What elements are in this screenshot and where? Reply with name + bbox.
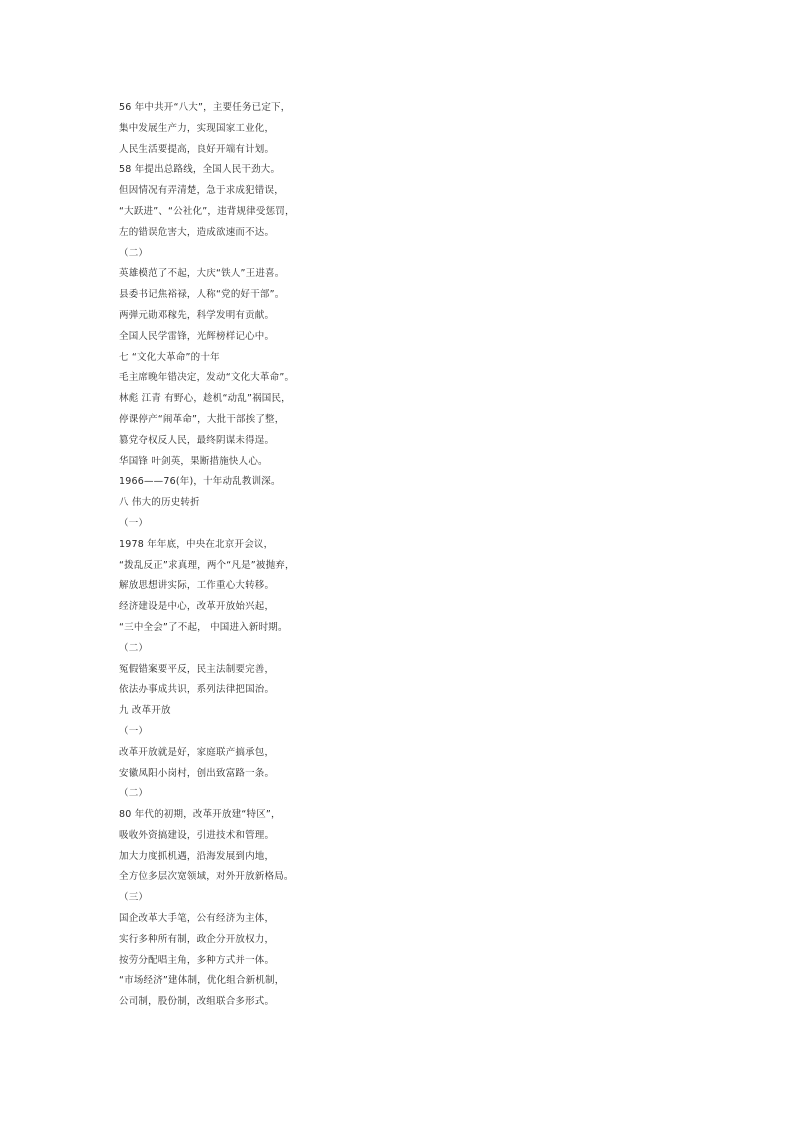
text-line: 篡党夺权反人民，最终阴谋未得逞。	[119, 434, 275, 446]
text-line: 英雄模范了不起，大庆“铁人”王进喜。	[119, 268, 285, 280]
text-line: 1966——76(年)，十年动乱教训深。	[119, 476, 281, 488]
section-number: （一）	[119, 517, 149, 529]
text-line: 两弹元勋邓稼先，科学发明有贡献。	[119, 309, 275, 321]
text-line: 80 年代的初期，改革开放建“特区”，	[119, 809, 281, 821]
text-line: “大跃进”、“公社化”，违背规律受惩罚，	[119, 205, 295, 217]
text-line: 林彪 江青 有野心，趁机“动乱”祸国民，	[119, 393, 291, 405]
section-heading: 七 “文化大革命”的十年	[119, 351, 220, 363]
text-line: “市场经济”建体制，优化组合新机制，	[119, 975, 285, 987]
text-line: 1978 年年底，中央在北京开会议，	[119, 538, 274, 550]
text-line: 华国锋 叶剑英，果断措施快人心。	[119, 455, 268, 467]
section-heading: 九 改革开放	[119, 705, 171, 717]
text-line: 依法办事成共识，系列法律把国治。	[119, 684, 275, 696]
text-line: 公司制，股份制，改组联合多形式。	[119, 996, 275, 1008]
text-line: 全国人民学雷锋，光辉榜样记心中。	[119, 330, 275, 342]
text-line: 安徽凤阳小岗村，创出致富路一条。	[119, 767, 275, 779]
text-line: 但因情况有弄清楚，急于求成犯错误，	[119, 185, 284, 197]
text-line: 冤假错案要平反，民主法制要完善，	[119, 663, 275, 675]
text-line: 实行多种所有制，政企分开放权力，	[119, 933, 275, 945]
text-line: 左的错误危害大，造成欲速而不达。	[119, 226, 275, 238]
section-heading: 八 伟大的历史转折	[119, 497, 200, 509]
text-line: 县委书记焦裕禄，人称“党的好干部”。	[119, 289, 285, 301]
text-line: “三中全会”了不起， 中国进入新时期。	[119, 621, 288, 633]
section-number: （二）	[119, 788, 149, 800]
text-body	[119, 98, 719, 1013]
text-line: 改革开放就是好，家庭联产搞承包，	[119, 746, 275, 758]
section-number: （一）	[119, 725, 149, 737]
text-line: 人民生活要提高，良好开端有计划。	[119, 143, 275, 155]
text-line: 58 年提出总路线，全国人民干劲大。	[119, 164, 281, 176]
section-number: （三）	[119, 892, 149, 904]
text-line: 毛主席晚年错决定，发动“文化大革命”。	[119, 372, 295, 384]
text-line: 解放思想讲实际，工作重心大转移。	[119, 580, 275, 592]
text-line: 吸收外资搞建设，引进技术和管理。	[119, 829, 275, 841]
text-line: 全方位多层次宽领域，对外开放新格局。	[119, 871, 294, 883]
section-number: （二）	[119, 247, 149, 259]
text-line: 56 年中共开“八大”，主要任务已定下，	[119, 102, 291, 113]
text-line: 国企改革大手笔，公有经济为主体，	[119, 913, 275, 925]
section-number: （二）	[119, 642, 149, 654]
text-line: 集中发展生产力，实现国家工业化，	[119, 122, 275, 134]
text-line: 经济建设是中心，改革开放始兴起，	[119, 601, 275, 613]
text-line: “拨乱反正”求真理，两个“凡是”被抛弃，	[119, 559, 295, 571]
text-line: 加大力度抓机遇，沿海发展到内地，	[119, 850, 275, 862]
text-line: 停课停产“闹革命”，大批干部挨了整，	[119, 413, 285, 425]
text-line: 按劳分配唱主角，多种方式并一体。	[119, 954, 275, 966]
